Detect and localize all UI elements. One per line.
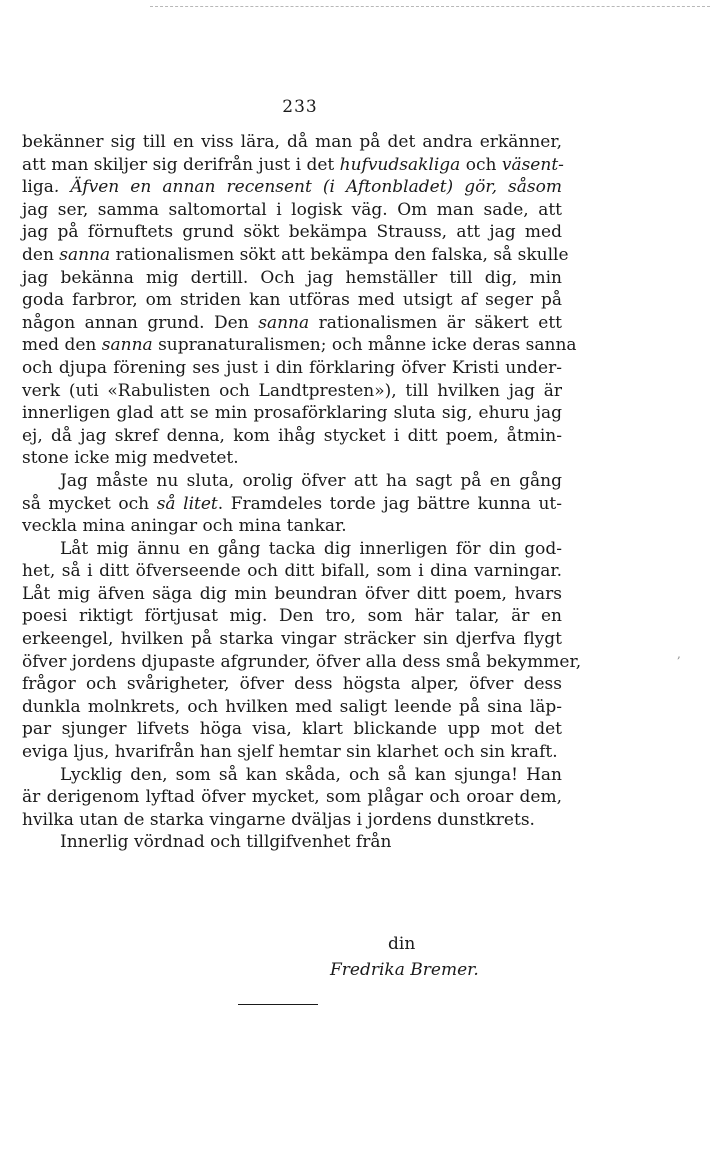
text-line: frågor och svårigheter, öfver dess högsta alper, öfver dess — [22, 674, 562, 695]
paragraph — [22, 764, 562, 832]
text-line: Låt mig ännu en gång tacka dig innerligen för din god- — [60, 538, 562, 559]
text-line: dunkla molnkrets, och hvilken med saligt leende på sina läp- — [22, 696, 562, 717]
paragraph — [22, 131, 577, 470]
page-number: 233 — [282, 97, 318, 117]
top-edge-rule — [150, 6, 710, 7]
text-line: erkeengel, hvilken på starka vingar sträcker sin djerfva flygt — [22, 629, 562, 650]
text-line: öfver jordens djupaste afgrunder, öfver alla dess små bekymmer, — [22, 651, 582, 672]
text-line: jag på förnuftets grund sökt bekämpa Strauss, att jag med — [22, 222, 562, 243]
text-line: jag bekänna mig dertill. Och jag hemställer till dig, min — [22, 267, 562, 288]
text-line: är derigenom lyftad öfver mycket, som plågar och oroar dem, — [22, 787, 562, 808]
text-line: Lycklig den, som så kan skåda, och så kan sjunga! Han — [60, 764, 562, 785]
paragraph — [22, 831, 562, 854]
text-line: goda farbror, om striden kan utföras med utsigt af seger på — [22, 290, 562, 311]
text-line: innerligen glad att se min prosaförklaring sluta sig, ehuru jag — [22, 403, 562, 424]
text-line: med den sanna supranaturalismen; och månne icke deras sanna — [22, 335, 577, 356]
text-line: eviga ljus, hvarifrån han sjelf hemtar sin klarhet och sin kraft. — [22, 742, 558, 763]
text-line: någon annan grund. Den sanna rationalismen är säkert ett — [22, 312, 563, 333]
paragraph — [22, 538, 582, 764]
text-line: poesi riktigt förtjusat mig. Den tro, som här talar, är en — [22, 606, 562, 627]
text-line: par sjunger lifvets höga visa, klart blickande upp mot det — [22, 719, 562, 740]
text-line: het, så i ditt öfverseende och ditt bifall, som i dina varningar. — [22, 561, 562, 582]
margin-mark: , — [677, 647, 681, 661]
text-line: ej, då jag skref denna, kom ihåg stycket i ditt poem, åtmin- — [22, 425, 562, 446]
text-line: stone icke mig medvetet. — [22, 448, 239, 469]
text-line: jag ser, samma saltomortal i logisk väg. Om man sade, att — [22, 199, 562, 220]
text-line: så mycket och så litet. Framdeles torde jag bättre kunna ut- — [22, 493, 562, 514]
text-line: Innerlig vördnad och tillgifvenhet från — [60, 832, 392, 853]
letter-body — [22, 131, 582, 854]
text-line: och djupa förening ses just i din förklaring öfver Kristi under- — [22, 357, 562, 378]
text-line: Låt mig äfven säga dig min beundran öfver ditt poem, hvars — [22, 583, 562, 604]
text-line: liga. Äfven en annan recensent (i Aftonbladet) gör, såsom — [22, 177, 562, 198]
text-line: den sanna rationalismen sökt att bekämpa den falska, så skulle — [22, 244, 569, 265]
text-line: hvilka utan de starka vingarne dväljas i jordens dunstkrets. — [22, 809, 535, 830]
text-line: veckla mina aningar och mina tankar. — [22, 516, 347, 537]
end-rule — [238, 1004, 318, 1005]
paragraph — [22, 470, 562, 538]
text-line: verk (uti «Rabulisten och Landtpresten»), till hvilken jag är — [22, 380, 562, 401]
signature: Fredrika Bremer. — [330, 960, 479, 980]
text-line: att man skiljer sig derifrån just i det hufvudsakliga och väsent- — [22, 154, 564, 175]
text-line: bekänner sig till en viss lära, då man på det andra erkänner, — [22, 132, 562, 152]
closing-word: din — [388, 934, 416, 954]
text-line: Jag måste nu sluta, orolig öfver att ha sagt på en gång — [60, 470, 562, 491]
